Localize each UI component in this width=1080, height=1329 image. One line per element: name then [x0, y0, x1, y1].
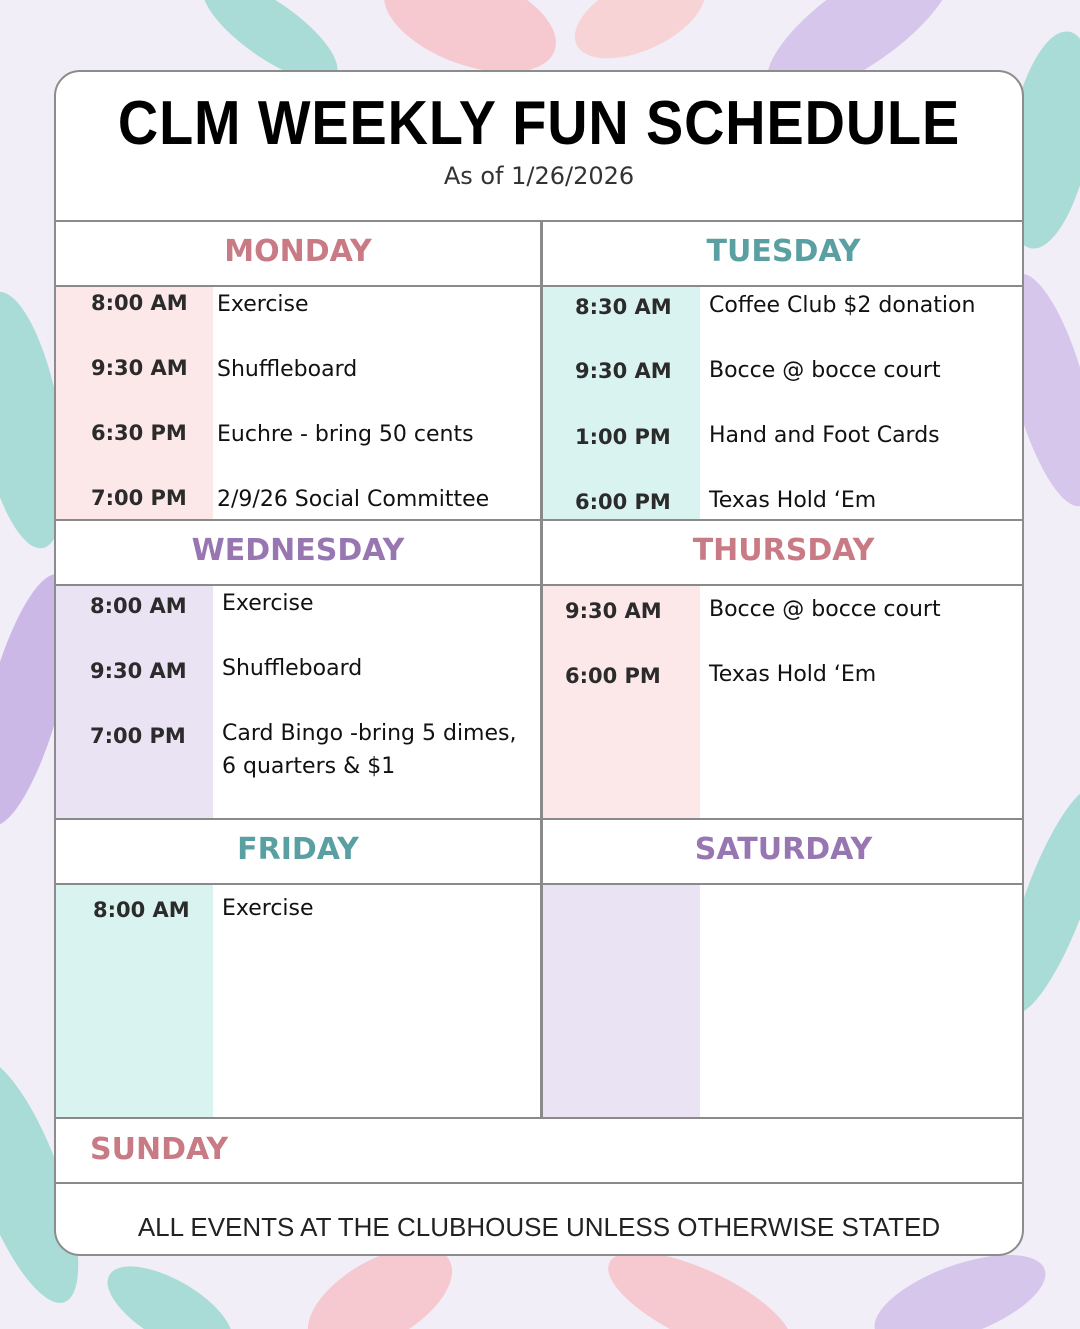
event-time: 1:00 PM: [575, 425, 671, 449]
day-header-sunday: SUNDAY: [90, 1132, 229, 1167]
event-time: 9:30 AM: [90, 659, 187, 683]
event-name: Exercise: [222, 591, 314, 616]
event-time: 8:30 AM: [575, 295, 672, 319]
event-name-continued: 6 quarters & $1: [222, 754, 396, 779]
event-name: Texas Hold ‘Em: [709, 488, 877, 513]
event-name: Card Bingo -bring 5 dimes,: [222, 721, 517, 746]
day-header-wednesday: WEDNESDAY: [191, 533, 405, 568]
divider: [56, 818, 1022, 820]
event-time: 9:30 AM: [565, 599, 662, 623]
page-title: CLM WEEKLY FUN SCHEDULE: [117, 89, 961, 158]
event-time: 8:00 AM: [93, 898, 190, 922]
schedule-date: As of 1/26/2026: [443, 162, 635, 190]
event-name: Coffee Club $2 donation: [709, 293, 976, 318]
divider: [56, 519, 1022, 521]
event-time: 7:00 PM: [91, 486, 187, 510]
day-header-tuesday: TUESDAY: [706, 234, 861, 269]
event-time: 9:30 AM: [91, 356, 188, 380]
column-divider: [540, 220, 543, 1118]
divider: [56, 1182, 1022, 1184]
saturday-time-strip: [543, 884, 700, 1118]
divider: [56, 883, 1022, 885]
event-time: 9:30 AM: [575, 359, 672, 383]
day-header-friday: FRIDAY: [237, 832, 359, 867]
leaf-shape: [94, 1249, 245, 1329]
day-header-thursday: THURSDAY: [692, 533, 875, 568]
day-header-monday: MONDAY: [224, 234, 372, 269]
divider: [56, 285, 1022, 287]
leaf-shape: [562, 0, 718, 76]
event-time: 6:30 PM: [91, 421, 187, 445]
event-time: 8:00 AM: [91, 291, 188, 315]
schedule-card: [54, 70, 1024, 1256]
event-name: Texas Hold ‘Em: [709, 662, 877, 687]
divider: [56, 1117, 1022, 1119]
day-header-saturday: SATURDAY: [694, 832, 873, 867]
event-name: 2/9/26 Social Committee: [217, 487, 490, 512]
event-name: Euchre - bring 50 cents: [217, 422, 474, 447]
event-time: 6:00 PM: [575, 490, 671, 514]
event-name: Hand and Foot Cards: [709, 423, 940, 448]
event-name: Shuffleboard: [222, 656, 363, 681]
event-name: Exercise: [222, 896, 314, 921]
tuesday-time-strip: [543, 286, 700, 520]
event-time: 8:00 AM: [90, 594, 187, 618]
event-name: Bocce @ bocce court: [709, 358, 941, 383]
wednesday-time-strip: [56, 585, 213, 819]
divider: [56, 220, 1022, 222]
event-time: 6:00 PM: [565, 664, 661, 688]
divider: [56, 584, 1022, 586]
footer-note: ALL EVENTS AT THE CLUBHOUSE UNLESS OTHERWISE STATED: [137, 1212, 941, 1242]
event-name: Bocce @ bocce court: [709, 597, 941, 622]
event-name: Exercise: [217, 292, 309, 317]
event-name: Shuffleboard: [217, 357, 358, 382]
event-time: 7:00 PM: [90, 724, 186, 748]
monday-time-strip: [56, 286, 213, 520]
